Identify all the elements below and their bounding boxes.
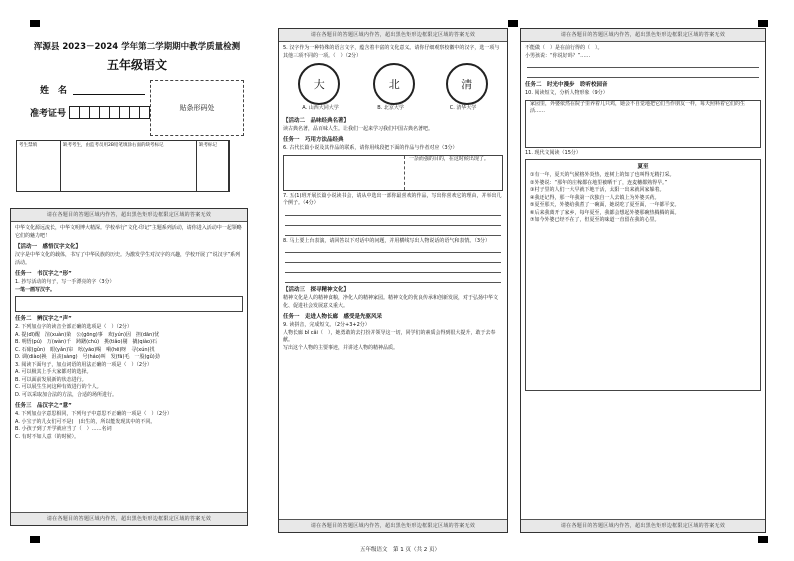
name-row: 姓 名 — [40, 83, 260, 96]
exam-id-row: 准考证号 — [30, 106, 260, 119]
answer-line[interactable] — [285, 255, 501, 263]
answer-line[interactable] — [527, 60, 759, 68]
barcode-area: 贴条形码处 — [150, 80, 244, 136]
corner-mark — [758, 536, 768, 543]
answer-line[interactable] — [285, 265, 501, 273]
reading-box: 家园里，外婆依然在院子里养着几只鸡，她会不自觉地把它们当作朋友一样，每天照料着它们的生活…… — [525, 100, 761, 148]
copy-answer-box[interactable] — [15, 296, 243, 312]
school-logos: 大 A. 山西大同大学 北 B. 北京大学 清 C. 清华大学 — [283, 63, 503, 113]
column-middle: 请在各题目的答题区域内作答，超出黑色矩形边框限定区域的答案无效 5. 汉字作为一种特殊的语言文字，蕴含着丰富的文化意义。请你仔细观察校徽中的汉字，选一项与其他三项不同的一项。（ ）（2分） 大 A. 山西大同大学 北 B. 北京大学 清 C. 清华大学 【活动二 品味经典名著】 读古典名著，品百味人生。让我们一起来学习我们中国古典名著吧。 任务一 巧用方法品经典 6. 古代长篇小说及其作品的联系，请你用线段把下面的作品与作者对应（3分） 一杂而强的目的，在这时候出现了。 7. 五(1)班开展长篇小说读书会，请从中选出一部你最喜欢的作品，写出你喜欢它的理由，并举出几个例子。（4分） 8. 马上要上台表演，请回答以下对话中的问题，并用横线写出人物说话的语气和表情。（3分） 【活动三 探寻精神文化】 精神文化是人的精神食粮，净化人的精神家园。精神文化的优良传承和创新发展，对于弘扬中华文化、促进社会发展意义重大。 任务一 走进人物长廊 感受是先驱风采 9. 读拼音，完成短文。（2分+3+2分） 人物长廊 bǐ cǎi（ ），她勇敢的去打扮并领导这一切，同学们的素质会得到很大提升，敢于去奉献。 写出这个人物的主要事迹，并讲述人物的精神品质。 请在各题目的答题区域内作答，超出黑色矩形边框限定区域的答案无效 — [278, 28, 508, 533]
answer-line[interactable] — [285, 208, 501, 216]
column-right: 请在各题目的答题区域内作答，超出黑色矩形边框限定区域的答案无效 不能做（ ）是在前行得的（ ）。 小男孩说：“你说好吗？”…… 任务二 时光中漫步 聆听校园音 10. 阅读短文，分析人物形象（9分） 家园里，外婆依然在院子里养着几只鸡，她会不自觉地把它们当作朋友一样，每天照料着它们的生活…… 11. 现代文阅读（15分） 夏至 ①有一年，夏天的气候格外炎热，连树上的知了也叫得无精打采。 ②外婆说：“那年的庄稼都在地里被晒干了，连麦穗都熟得早。” ③村子里的人们一大早就下地干活，太阳一出来就回家躲着。 ④我还记得，那一年我第一次独自一人去镇上为外婆买药。 ⑤夏至那天，外婆给我煮了一碗面，她说吃了夏至面，一年都平安。 ⑥后来我离开了家乡，每年夏至，我都会想起外婆那碗热腾腾的面。 ⑦如今外婆已经不在了，但夏至的味道一直留在我的心里。 请在各题目的答题区域内作答，超出黑色矩形边框限定区域的答案无效 — [520, 28, 766, 533]
warning-strip: 请在各题目的答题区域内作答，超出黑色矩形边框限定区域的答案无效 — [11, 209, 247, 222]
answer-region-1: 请在各题目的答题区域内作答，超出黑色矩形边框限定区域的答案无效 中华文化源远流长，中华文明博大精深。学校举行“文化·印记”主题系列活动，请你进入活动中一起领略它们的魅力吧！ 【活动一 感悟汉字文化】 汉字是中华文化的载体，书写了中华民族的历史。为激发学生对汉字的兴趣，学校开展了“说汉字”系列活动。 任务一 书汉字之“形” 1. 抄写活动的句子，写一手漂亮的字（3分） 一笔一画写汉字。 任务二 辨汉字之“声” 2. 下列加点字的读音全部正确的选项是（ ）（2分） A. 提(dī)醒 渲(xuàn)染 公(gōng)事 欢(yún)因 担(dān)忧 B. 明悟(pú) 万(wàn)千 踌躇(chú) 挑(tiǎo)剔 撬(qiào)石 C. 石磙(gǔn) 眼(yǎn)帘 吆(yāo)喝 嗬(hē)呀 寻(xún)找 D. 调(diào)换 沮丧(sàng) 号(háo)叫 发(fā)毛 一股(gǔ)劲 3. 阅读下面句子，加点词语的用法正确的一项是（ ）（2分） A. 可以极其上手大家都对的选择。 B. 可以面前发展新的状态进行。 C. 可以展生生问这种有效进行的个人。 D. 可以采取加合法的方法，合适的场所进行。 任务三 品汉字之“意” 4. 下列加点字意思相同，下列句子中意思不正确的一项是（ ）（2分） A. 小宝子的儿女们可不是( )出生的，所以能发现其中的不同。 B. 小孩子到了开学就应当了（ ）……名词 C. 有时不如人意（的时候）。 请在各题目的答题区域内作答，超出黑色矩形边框限定区域的答案无效 — [10, 208, 248, 526]
page-footer: 五年级语文 第 1 页（共 2 页） — [360, 547, 440, 553]
absent-mark[interactable]: 缺考标记 — [197, 141, 229, 191]
exam-id-cells[interactable] — [70, 106, 150, 119]
seal-icon: 大 — [298, 63, 340, 105]
answer-line[interactable] — [285, 245, 501, 253]
answer-line[interactable] — [285, 275, 501, 283]
answer-line[interactable] — [285, 228, 501, 236]
seal-icon: 清 — [446, 63, 488, 105]
exam-title: 浑源县 2023－2024 学年第二学期期中教学质量检测 — [33, 42, 241, 52]
subject-title: 五年级语文 — [106, 58, 167, 72]
name-field[interactable] — [73, 84, 145, 95]
story-box: 夏至 ①有一年，夏天的气候格外炎热，连树上的知了也叫得无精打采。 ②外婆说：“那年的庄稼都在地里被晒干了，连麦穗都熟得早。” ③村子里的人们一大早就下地干活，太阳一出来就回家躲着。 ④我还记得，那一年我第一次独自一人去镇上为外婆买药。 ⑤夏至那天，外婆给我煮了一碗面，她说吃了夏至面，一年都平安。 ⑥后来我离开了家乡，每年夏至，我都会想起外婆那碗热腾腾的面。 ⑦如今外婆已经不在了，但夏至的味道一直留在我的心里。 — [525, 159, 761, 391]
matching-box[interactable]: 一杂而强的目的，在这时候出现了。 — [283, 155, 503, 191]
corner-mark — [30, 20, 40, 27]
corner-mark — [758, 20, 768, 27]
answer-line[interactable] — [285, 218, 501, 226]
corner-mark — [508, 20, 518, 27]
corner-mark — [30, 536, 40, 543]
seal-icon: 北 — [373, 63, 415, 105]
answer-line[interactable] — [527, 70, 759, 78]
signin-box: 考生禁填 缺考考生，由监考员用2B铅笔填涂右面的缺考标记 缺考标记 — [16, 140, 230, 192]
